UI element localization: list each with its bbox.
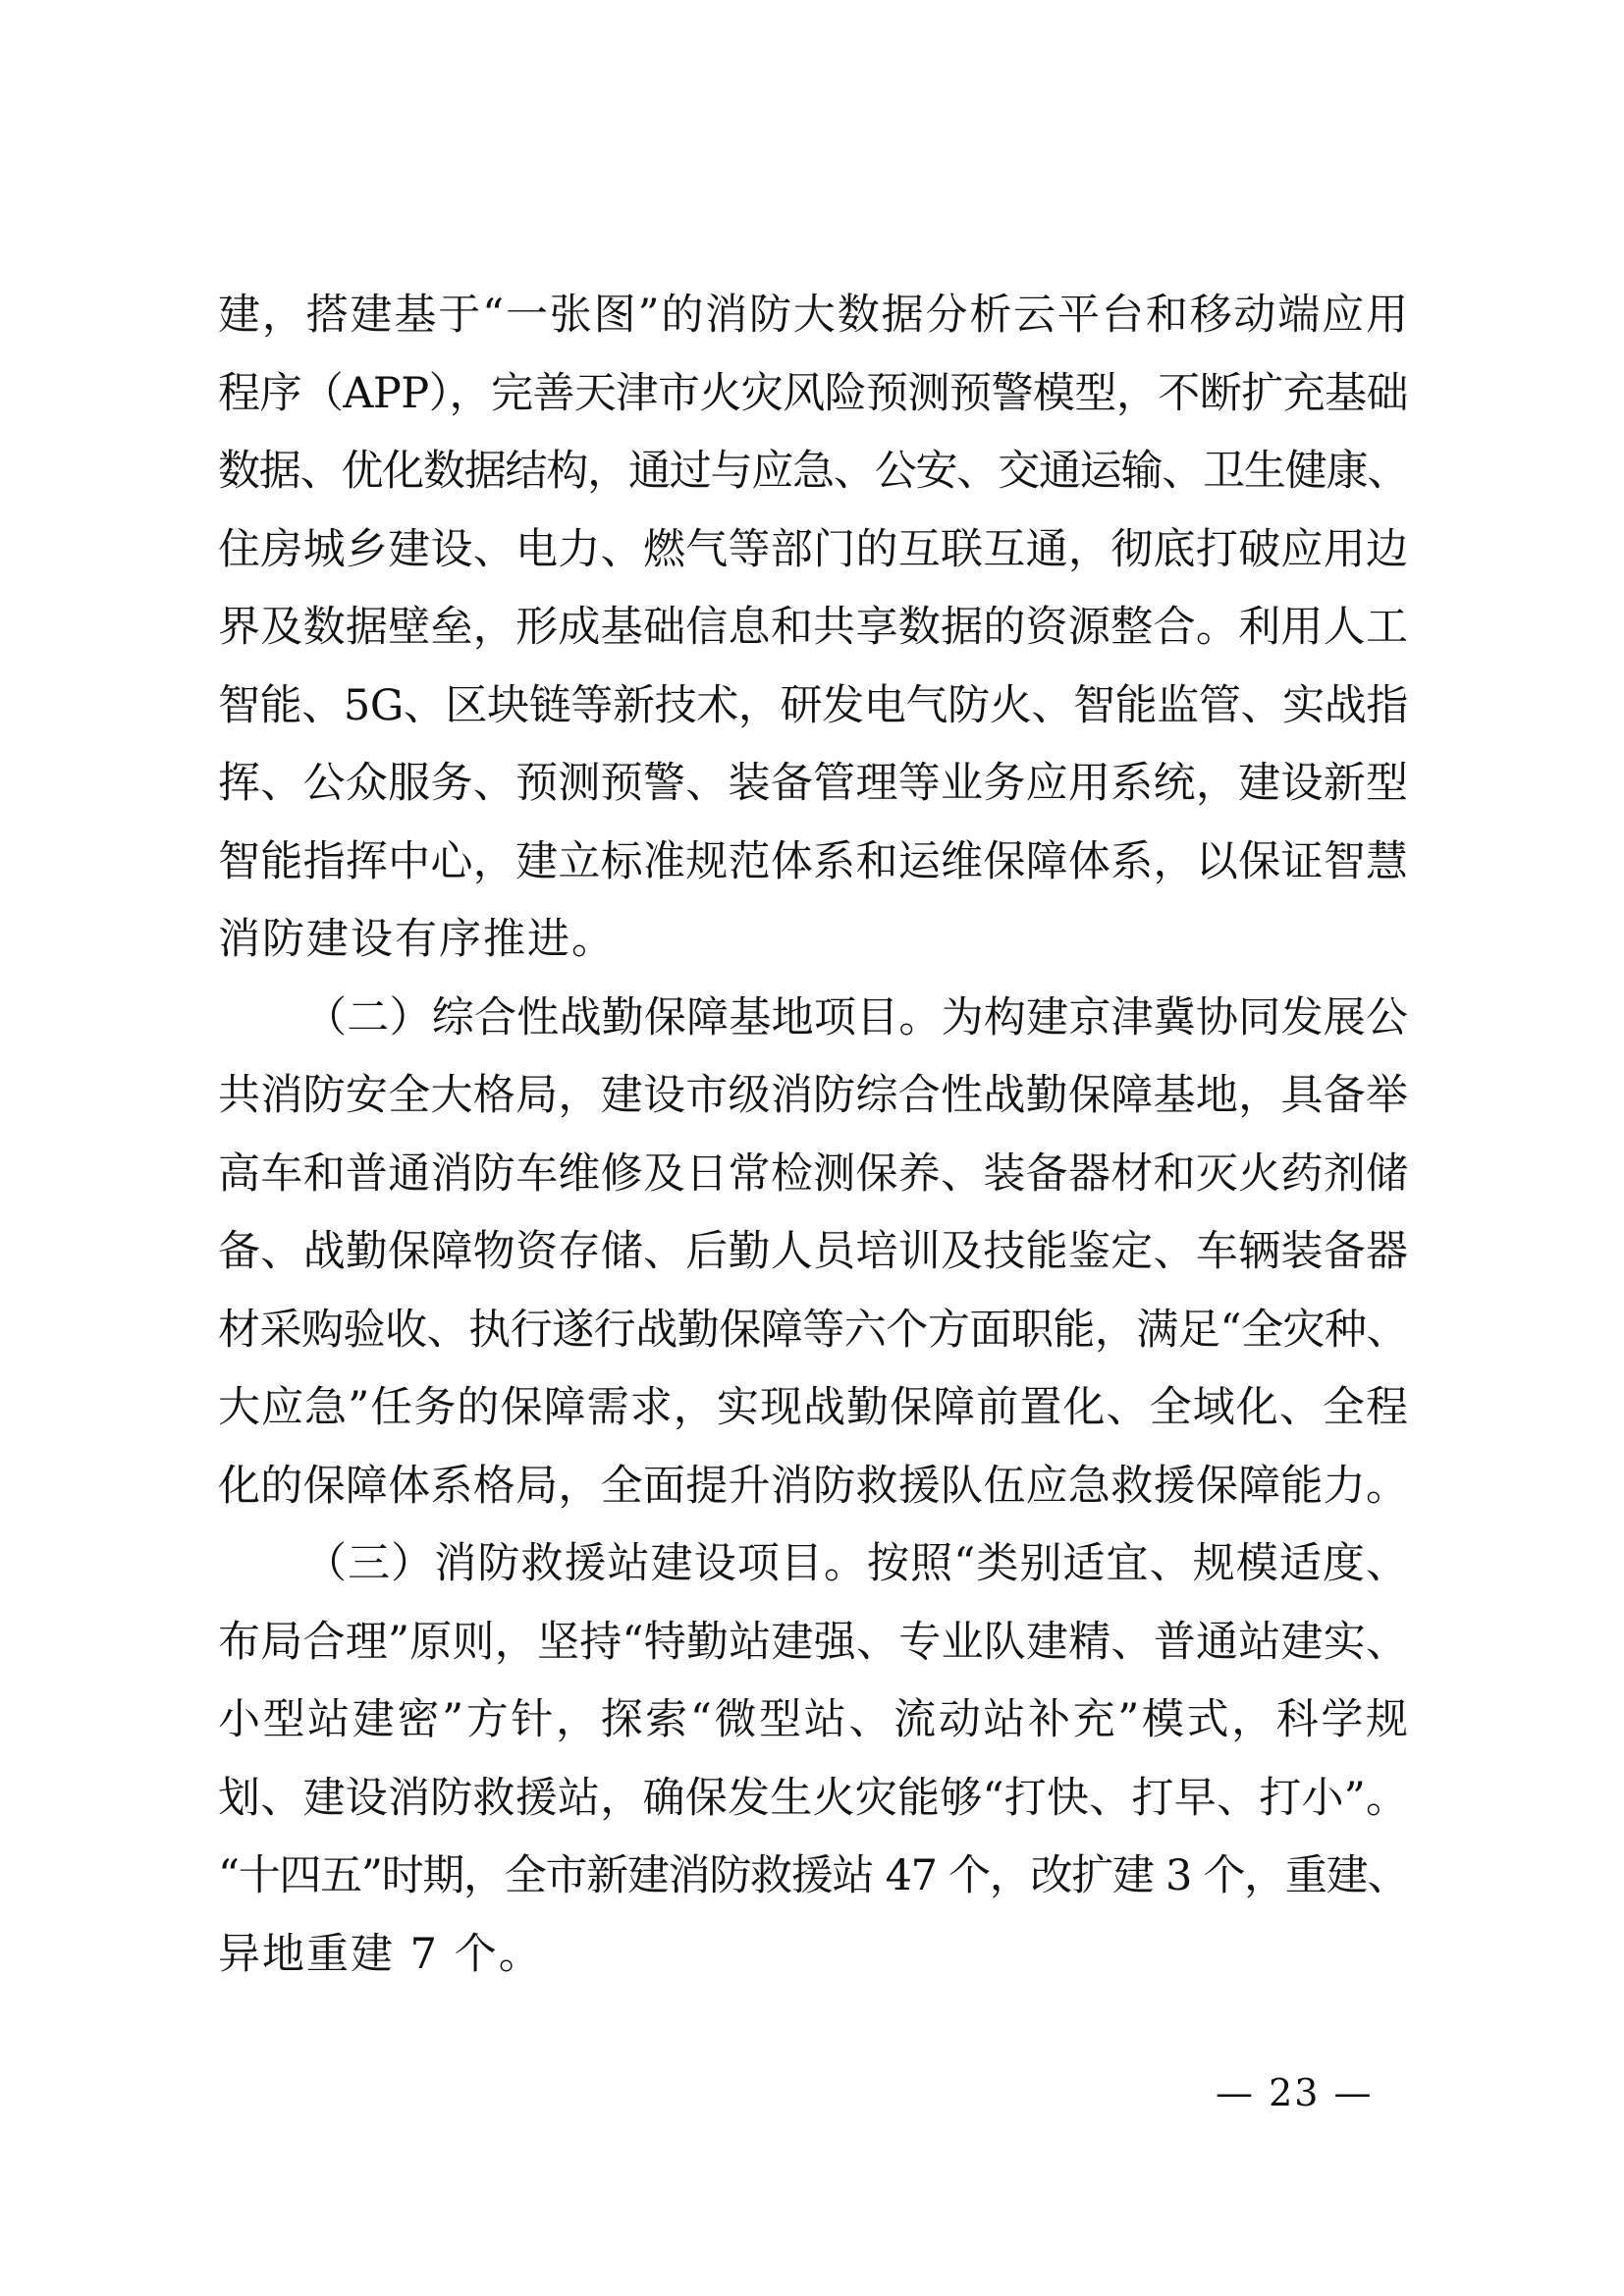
- text-line: “十四五”时期，全市新建消防救援站 47 个，改扩建 3 个，重建、: [218, 1851, 1408, 1900]
- text-line: 小型站建密”方针，探索“微型站、流动站补充”模式，科学规: [218, 1695, 1411, 1744]
- text-line: 布局合理”原则，坚持“特勤站建强、专业队建精、普通站建实、: [218, 1617, 1409, 1667]
- page-number: — 23 —: [1216, 2071, 1374, 2114]
- paragraph-item-2: [218, 980, 1408, 1526]
- text-line: 挥、公众服务、预测预警、装备管理等业务应用系统，建设新型: [218, 759, 1409, 808]
- text-line: 程序（APP），完善天津市火灾风险预测预警模型，不断扩充基础: [218, 368, 1408, 418]
- text-line: 智能、5G、区块链等新技术，研发电气防火、智能监管、实战指: [218, 680, 1408, 730]
- text-line: 化的保障体系格局，全面提升消防救援队伍应急救援保障能力。: [218, 1461, 1409, 1511]
- text-line: 建，搭建基于“一张图”的消防大数据分析云平台和移动端应用: [218, 291, 1410, 340]
- text-line: 界及数据壁垒，形成基础信息和共享数据的资源整合。利用人工: [218, 603, 1409, 652]
- text-line: 智能指挥中心，建立标准规范体系和运维保障体系，以保证智慧: [218, 836, 1409, 886]
- text-line: 数据、优化数据结构，通过与应急、公安、交通运输、卫生健康、: [218, 447, 1408, 496]
- paragraph-continuation: [218, 277, 1408, 980]
- text-line: 住房城乡建设、电力、燃气等部门的互联互通，彻底打破应用边: [218, 524, 1409, 574]
- paragraph-item-3: [218, 1525, 1411, 1994]
- text-line: （三）消防救援站建设项目。按照“类别适宜、规模适度、: [304, 1539, 1410, 1588]
- text-line: 材采购验收、执行遂行战勤保障等六个方面职能，满足“全灾种、: [218, 1305, 1408, 1355]
- text-line: 大应急”任务的保障需求，实现战勤保障前置化、全域化、全程: [218, 1383, 1410, 1432]
- text-line: 消防建设有序推进。: [218, 915, 616, 964]
- text-line: 共消防安全大格局，建设市级消防综合性战勤保障基地，具备举: [218, 1071, 1409, 1120]
- text-line: （二）综合性战勤保障基地项目。为构建京津冀协同发展公: [304, 992, 1409, 1042]
- text-line: 异地重建 7 个。: [218, 1929, 543, 1979]
- document-body: [218, 277, 1411, 1994]
- text-line: 划、建设消防救援站，确保发生火灾能够“打快、打早、打小”。: [218, 1773, 1409, 1823]
- text-line: 备、战勤保障物资存储、后勤人员培训及技能鉴定、车辆装备器: [218, 1227, 1409, 1276]
- text-line: 高车和普通消防车维修及日常检测保养、装备器材和灭火药剂储: [218, 1148, 1409, 1199]
